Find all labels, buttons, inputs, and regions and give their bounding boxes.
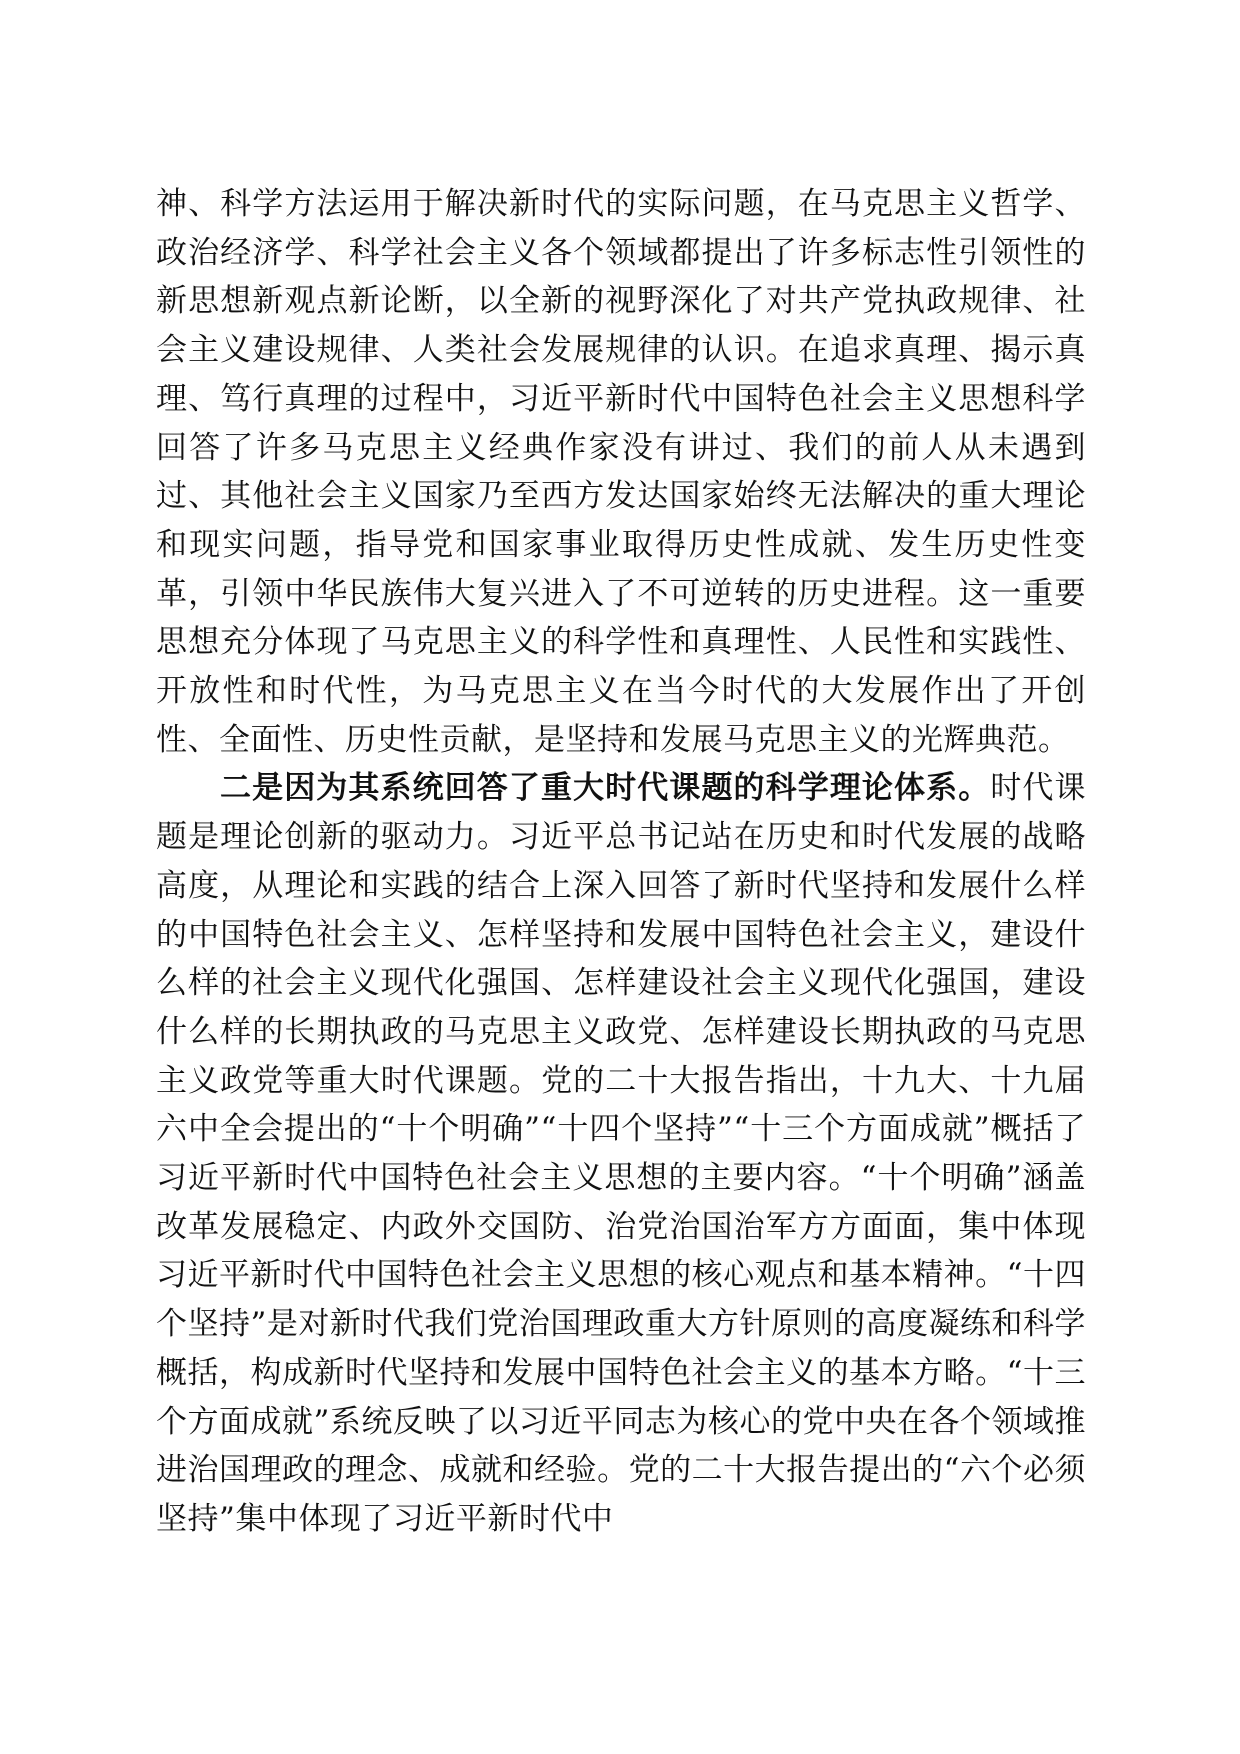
paragraph-continuation: [156, 180, 1086, 764]
paragraph-text: 时代课题是理论创新的驱动力。习近平总书记站在历史和时代发展的战略高度，从理论和实践的结合上深入回答了新时代坚持和发展什么样的中国特色社会主义、怎样坚持和发展中国特色社会主义，建设什么样的社会主义现代化强国、怎样建设社会主义现代化强国，建设什么样的长期执政的马克思主义政党、怎样建设长期执政的马克思主义政党等重大时代课题。党的二十大报告指出，十九大、十九届六中全会提出的“十个明确”“十四个坚持”“十三个方面成就”概括了习近平新时代中国特色社会主义思想的主要内容。“十个明确”涵盖改革发展稳定、内政外交国防、治党治国治军方方面面，集中体现习近平新时代中国特色社会主义思想的核心观点和基本精神。“十四个坚持”是对新时代我们党治国理政重大方针原则的高度凝练和科学概括，构成新时代坚持和发展中国特色社会主义的基本方略。“十三个方面成就”系统反映了以习近平同志为核心的党中央在各个领域推进治国理政的理念、成就和经验。党的二十大报告提出的“六个必须坚持”集中体现了习近平新时代中: [156, 770, 1087, 1537]
body-text: [156, 180, 1086, 1544]
paragraph-second-reason: [156, 764, 1086, 1543]
paragraph-text: 神、科学方法运用于解决新时代的实际问题，在马克思主义哲学、政治经济学、科学社会主义各个领域都提出了许多标志性引领性的新思想新观点新论断，以全新的视野深化了对共产党执政规律、社会主义建设规律、人类社会发展规律的认识。在追求真理、揭示真理、笃行真理的过程中，习近平新时代中国特色社会主义思想科学回答了许多马克思主义经典作家没有讲过、我们的前人从未遇到过、其他社会主义国家乃至西方发达国家始终无法解决的重大理论和现实问题，指导党和国家事业取得历史性成就、发生历史性变革，引领中华民族伟大复兴进入了不可逆转的历史进程。这一重要思想充分体现了马克思主义的科学性和真理性、人民性和实践性、开放性和时代性，为马克思主义在当今时代的大发展作出了开创性、全面性、历史性贡献，是坚持和发展马克思主义的光辉典范。: [156, 186, 1086, 758]
paragraph-lead-heading: 二是因为其系统回答了重大时代课题的科学理论体系。: [220, 770, 991, 807]
